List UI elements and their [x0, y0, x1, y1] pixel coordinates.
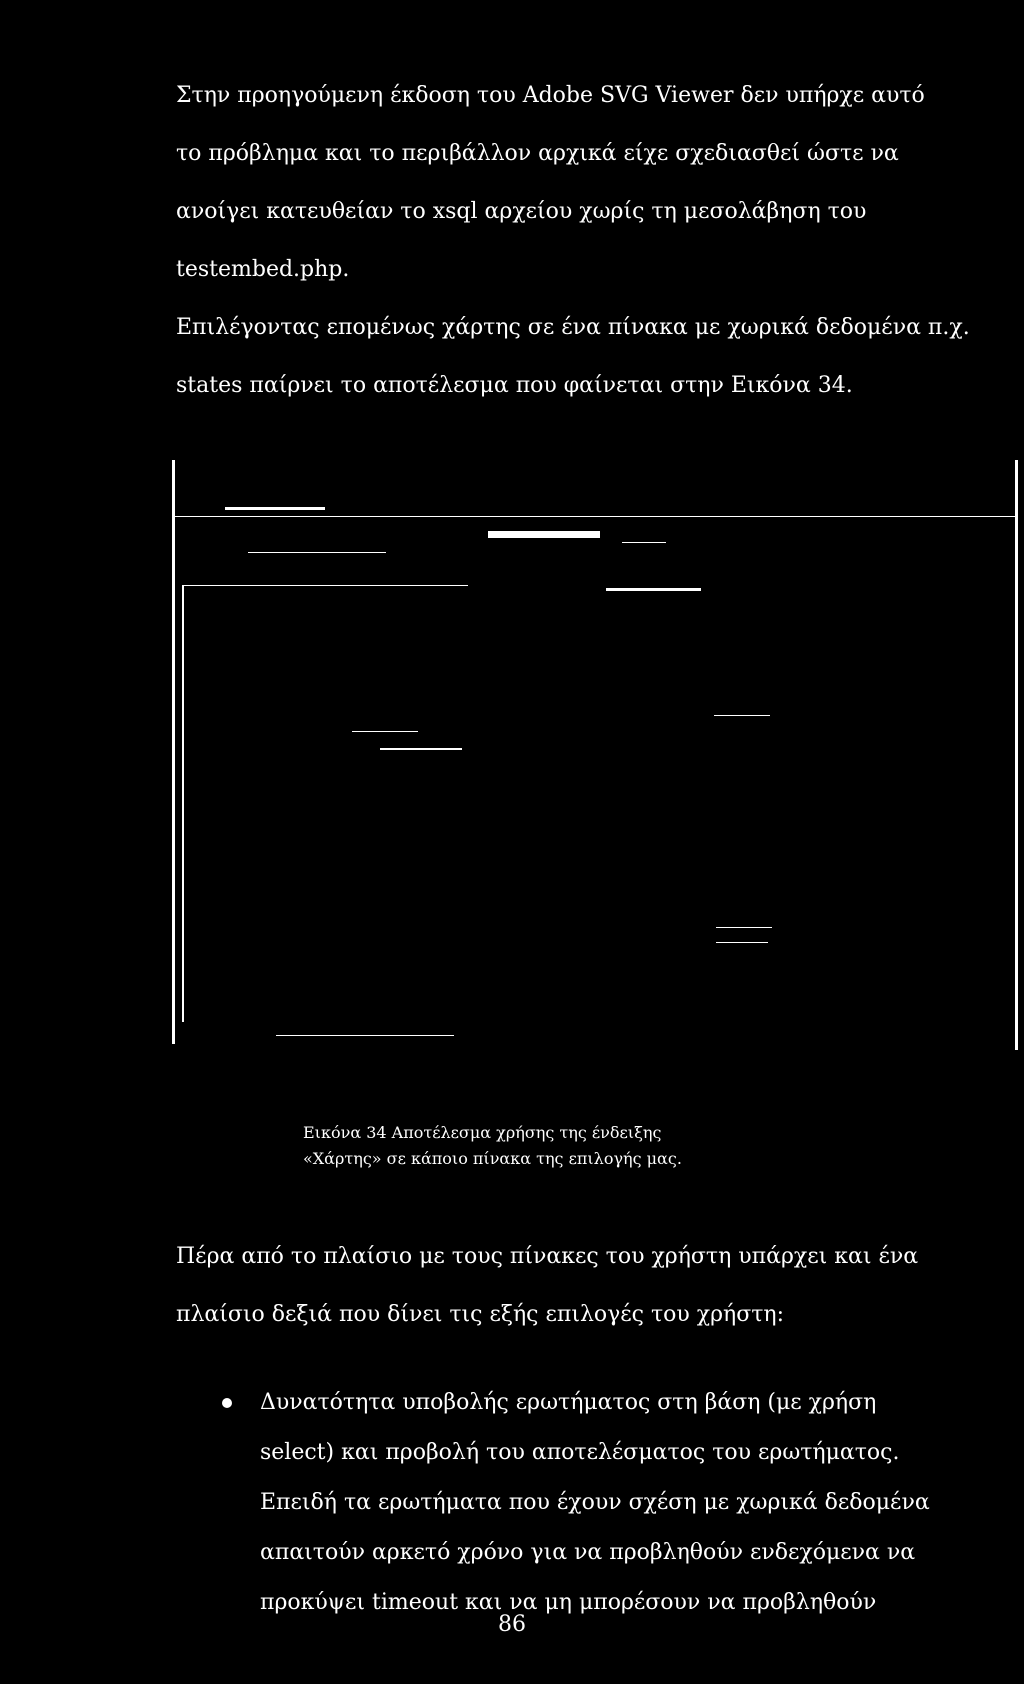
- figure-map-shape: [380, 748, 462, 750]
- figure-right-border: [1015, 460, 1018, 1050]
- figure-map-title-mark: [606, 588, 701, 591]
- page-number: 86: [498, 1612, 526, 1637]
- text-line: Επιλέγοντας επομένως χάρτης σε ένα πίνακα με χωρικά δεδομένα π.χ.: [176, 315, 970, 340]
- options-paragraph: [176, 1228, 936, 1344]
- figure-panel-border: [182, 585, 184, 1022]
- figure-bottom-rule: [276, 1035, 454, 1036]
- bullet-icon: [222, 1398, 232, 1408]
- figure-left-border: [172, 460, 175, 1044]
- text-line: Στην προηγούμενη έκδοση του Adobe SVG Viewer δεν υπήρχε αυτό: [176, 83, 925, 108]
- intro-paragraph: [176, 67, 936, 299]
- map-selection-paragraph: [176, 299, 970, 415]
- text-line: απαιτούν αρκετό χρόνο για να προβληθούν ενδεχόμενα να: [260, 1540, 916, 1565]
- caption-line: Εικόνα 34 Αποτέλεσμα χρήσης της ένδειξης: [303, 1123, 662, 1142]
- text-line: testembed.php.: [176, 257, 350, 282]
- figure-left-rule: [248, 552, 386, 553]
- figure-map-rule: [716, 927, 772, 928]
- figure-map-rule: [714, 715, 770, 716]
- text-line: Πέρα από το πλαίσιο με τους πίνακες του χρήστη υπάρχει και ένα: [176, 1244, 919, 1269]
- figure-caption: [303, 1120, 682, 1172]
- figure-map-shape: [352, 731, 418, 732]
- text-line: Επειδή τα ερωτήματα που έχουν σχέση με χωρικά δεδομένα: [260, 1490, 930, 1515]
- list-item: [176, 1378, 936, 1628]
- figure-header-rule-short: [622, 542, 666, 543]
- text-line: Δυνατότητα υποβολής ερωτήματος στη βάση (με χρήση: [260, 1390, 877, 1415]
- text-line: ανοίγει κατευθείαν το xsql αρχείου χωρίς τη μεσολάβηση του: [176, 199, 867, 224]
- text-line: states παίρνει το αποτέλεσμα που φαίνεται στην Εικόνα 34.: [176, 373, 853, 398]
- options-list: [176, 1378, 936, 1628]
- figure-header-bar: [488, 531, 600, 538]
- figure-panel-rule: [182, 585, 468, 586]
- figure-title-mark: [225, 507, 325, 510]
- text-line: προκύψει timeout και να μη μπορέσουν να προβληθούν: [260, 1590, 877, 1615]
- text-line: select) και προβολή του αποτελέσματος του ερωτήματος.: [260, 1440, 900, 1465]
- caption-line: «Χάρτης» σε κάποιο πίνακα της επιλογής μας.: [303, 1149, 682, 1168]
- text-line: το πρόβλημα και το περιβάλλον αρχικά είχε σχεδιασθεί ώστε να: [176, 141, 899, 166]
- figure-top-rule: [175, 516, 1015, 517]
- figure-map-rule: [716, 942, 768, 943]
- text-line: πλαίσιο δεξιά που δίνει τις εξής επιλογές του χρήστη:: [176, 1302, 784, 1327]
